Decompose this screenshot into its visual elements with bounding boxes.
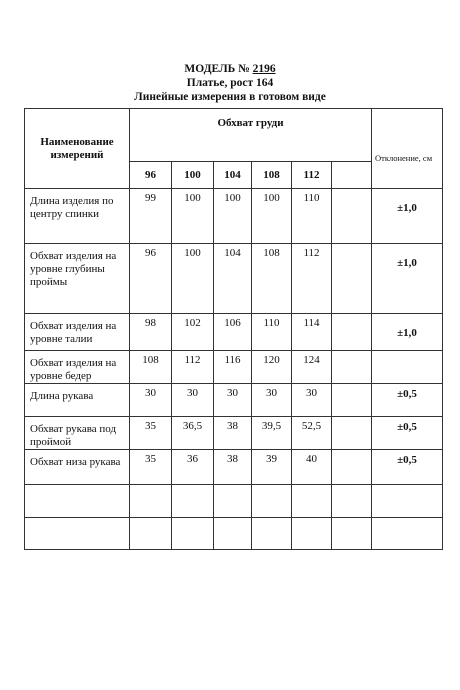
header-row-group bbox=[25, 109, 443, 162]
measurement-value: 110 bbox=[252, 314, 292, 351]
measurement-value bbox=[332, 417, 372, 450]
tolerance-value: ±1,0 bbox=[372, 189, 443, 244]
measurement-name: Длина изделия по центру спинки bbox=[25, 189, 130, 244]
table-caption: Линейные измерения в готовом виде bbox=[134, 91, 326, 103]
tolerance-value: ±1,0 bbox=[372, 314, 443, 351]
measurement-value: 35 bbox=[130, 450, 172, 485]
measurement-value: 30 bbox=[130, 384, 172, 417]
measurement-value: 39 bbox=[252, 450, 292, 485]
measurement-name bbox=[25, 485, 130, 518]
measurement-value bbox=[332, 189, 372, 244]
table-row bbox=[25, 189, 443, 244]
measurement-value: 124 bbox=[292, 351, 332, 384]
measurement-value: 114 bbox=[292, 314, 332, 351]
model-number: 2196 bbox=[252, 63, 276, 75]
measurement-name: Обхват рукава под проймой bbox=[25, 417, 130, 450]
measurement-value: 112 bbox=[292, 244, 332, 314]
measurement-value bbox=[332, 384, 372, 417]
size-header: 100 bbox=[172, 162, 214, 189]
measurement-value bbox=[252, 518, 292, 550]
measurement-value: 120 bbox=[252, 351, 292, 384]
measurement-value bbox=[292, 518, 332, 550]
size-header: 104 bbox=[214, 162, 252, 189]
measurement-value: 36 bbox=[172, 450, 214, 485]
size-header: 96 bbox=[130, 162, 172, 189]
measurement-value: 106 bbox=[214, 314, 252, 351]
measurement-value: 100 bbox=[252, 189, 292, 244]
measurement-value: 52,5 bbox=[292, 417, 332, 450]
measurement-value: 30 bbox=[252, 384, 292, 417]
document-header bbox=[0, 62, 460, 104]
measurement-name: Обхват низа рукава bbox=[25, 450, 130, 485]
measurement-name: Обхват изделия на уровне бедер bbox=[25, 351, 130, 384]
measurement-value bbox=[252, 485, 292, 518]
measurement-value: 39,5 bbox=[252, 417, 292, 450]
measurement-name-header: Наименование измерений bbox=[25, 109, 130, 189]
table-row bbox=[25, 450, 443, 485]
measurement-value: 36,5 bbox=[172, 417, 214, 450]
measurement-value: 98 bbox=[130, 314, 172, 351]
measurement-value: 100 bbox=[214, 189, 252, 244]
tolerance-value: ±1,0 bbox=[372, 244, 443, 314]
model-label: МОДЕЛЬ № bbox=[184, 63, 250, 75]
measurement-value: 30 bbox=[214, 384, 252, 417]
measurement-value: 104 bbox=[214, 244, 252, 314]
tolerance-value bbox=[372, 485, 443, 518]
measurement-value: 100 bbox=[172, 189, 214, 244]
tolerance-value: ±0,5 bbox=[372, 384, 443, 417]
table-row bbox=[25, 351, 443, 384]
measurement-name: Обхват изделия на уровне глубины проймы bbox=[25, 244, 130, 314]
measurement-name bbox=[25, 518, 130, 550]
tolerance-value bbox=[372, 351, 443, 384]
size-header: 108 bbox=[252, 162, 292, 189]
tolerance-value bbox=[372, 518, 443, 550]
measurement-value: 38 bbox=[214, 417, 252, 450]
measurement-value bbox=[332, 351, 372, 384]
measurement-value: 30 bbox=[292, 384, 332, 417]
measurement-value bbox=[332, 450, 372, 485]
tolerance-value: ±0,5 bbox=[372, 417, 443, 450]
measurements-table bbox=[24, 108, 443, 550]
chest-girth-header: Обхват груди bbox=[130, 109, 372, 162]
measurement-value: 102 bbox=[172, 314, 214, 351]
measurement-value: 96 bbox=[130, 244, 172, 314]
measurement-value: 110 bbox=[292, 189, 332, 244]
size-header bbox=[332, 162, 372, 189]
measurement-value: 108 bbox=[252, 244, 292, 314]
measurement-value bbox=[332, 518, 372, 550]
table-row bbox=[25, 314, 443, 351]
measurement-value: 100 bbox=[172, 244, 214, 314]
measurement-value: 35 bbox=[130, 417, 172, 450]
measurement-value bbox=[130, 485, 172, 518]
measurement-value bbox=[292, 485, 332, 518]
table-row bbox=[25, 417, 443, 450]
measurement-value bbox=[214, 485, 252, 518]
model-title bbox=[0, 62, 460, 76]
model-subtitle: Платье, рост 164 bbox=[186, 77, 274, 89]
table-row bbox=[25, 244, 443, 314]
measurement-value: 38 bbox=[214, 450, 252, 485]
measurement-value bbox=[332, 314, 372, 351]
measurement-value bbox=[332, 244, 372, 314]
measurement-value: 108 bbox=[130, 351, 172, 384]
measurement-value bbox=[214, 518, 252, 550]
deviation-header: Отклонение, см bbox=[372, 109, 443, 189]
measurement-value bbox=[130, 518, 172, 550]
measurement-value bbox=[172, 518, 214, 550]
measurement-value: 40 bbox=[292, 450, 332, 485]
size-header: 112 bbox=[292, 162, 332, 189]
measurement-value: 116 bbox=[214, 351, 252, 384]
measurement-value: 112 bbox=[172, 351, 214, 384]
measurement-value: 99 bbox=[130, 189, 172, 244]
measurement-name: Длина рукава bbox=[25, 384, 130, 417]
table-row bbox=[25, 384, 443, 417]
tolerance-value: ±0,5 bbox=[372, 450, 443, 485]
measurement-value bbox=[172, 485, 214, 518]
measurement-value bbox=[332, 485, 372, 518]
measurement-value: 30 bbox=[172, 384, 214, 417]
table-row bbox=[25, 518, 443, 550]
measurement-name: Обхват изделия на уровне талии bbox=[25, 314, 130, 351]
table-row bbox=[25, 485, 443, 518]
